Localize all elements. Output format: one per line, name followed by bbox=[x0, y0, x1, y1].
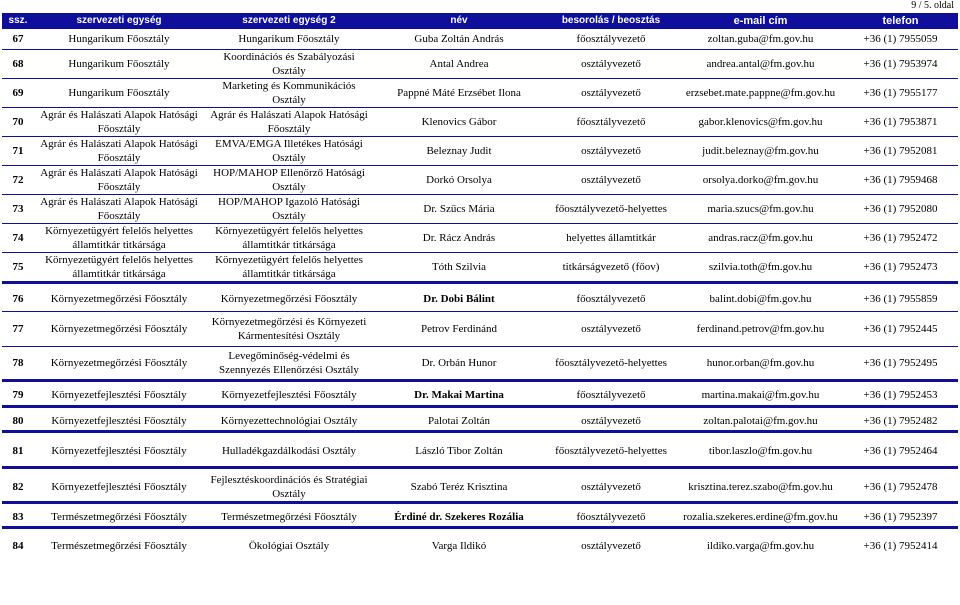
row-name: Dr. Rácz András bbox=[422, 231, 496, 244]
table-row bbox=[2, 312, 958, 346]
table-row bbox=[2, 29, 958, 49]
row-unit-2: Természetmegőrzési Főosztály bbox=[221, 510, 357, 523]
row-position: osztályvezető bbox=[581, 144, 641, 157]
row-position: osztályvezető bbox=[581, 540, 641, 552]
row-number: 72 bbox=[12, 173, 24, 186]
row-number: 77 bbox=[12, 322, 24, 335]
row-position: osztályvezető bbox=[581, 414, 641, 427]
row-unit-2: HOP/MAHOP Ellenőrző Hatósági Osztály bbox=[213, 166, 365, 193]
row-name: Beleznay Judit bbox=[426, 144, 492, 157]
row-position: titkárságvezető (főov) bbox=[562, 260, 660, 273]
row-name: Antal Andrea bbox=[429, 57, 489, 70]
row-unit: Természetmegőrzési Főosztály bbox=[51, 540, 187, 552]
table-row bbox=[2, 508, 958, 528]
row-number: 84 bbox=[12, 540, 24, 552]
row-name: Petrov Ferdinánd bbox=[420, 322, 498, 335]
row-unit-2: HOP/MAHOP Igazoló Hatósági Osztály bbox=[218, 195, 360, 222]
row-phone: +36 (1) 7952478 bbox=[863, 480, 938, 493]
row-phone: +36 (1) 7952482 bbox=[863, 414, 938, 427]
table-row bbox=[2, 473, 958, 503]
row-unit: Környezetfejlesztési Főosztály bbox=[51, 445, 187, 458]
row-number: 71 bbox=[12, 144, 24, 157]
table-header-row bbox=[2, 13, 958, 29]
row-email[interactable]: maria.szucs@fm.gov.hu bbox=[707, 202, 814, 215]
row-email[interactable]: szilvia.toth@fm.gov.hu bbox=[708, 260, 813, 273]
row-number: 70 bbox=[12, 115, 24, 128]
row-unit: Agrár és Halászati Alapok Hatósági Főosztály bbox=[40, 108, 198, 135]
row-unit-2: EMVA/EMGA Illetékes Hatósági Osztály bbox=[215, 137, 363, 164]
row-position: osztályvezető bbox=[581, 57, 641, 70]
header-unit-2: szervezeti egység 2 bbox=[204, 13, 374, 29]
row-unit-2: Környezetügyért felelős helyettes államtitkár titkársága bbox=[215, 253, 363, 280]
row-number: 81 bbox=[12, 445, 24, 458]
row-email[interactable]: judit.beleznay@fm.gov.hu bbox=[702, 144, 819, 157]
header-ssz: ssz. bbox=[2, 13, 34, 29]
header-email: e-mail cím bbox=[678, 13, 843, 29]
table-row bbox=[2, 79, 958, 108]
row-name: Dr. Makai Martina bbox=[414, 389, 504, 402]
row-position: főosztályvezető-helyettes bbox=[555, 356, 667, 369]
row-unit: Hungarikum Főosztály bbox=[68, 32, 170, 45]
row-email[interactable]: gabor.klenovics@fm.gov.hu bbox=[698, 115, 823, 128]
row-email[interactable]: zoltan.palotai@fm.gov.hu bbox=[703, 414, 818, 427]
row-email[interactable]: krisztina.terez.szabo@fm.gov.hu bbox=[688, 480, 833, 493]
row-unit-2: Környezetügyért felelős helyettes államtitkár titkársága bbox=[215, 224, 363, 251]
row-email[interactable]: andras.racz@fm.gov.hu bbox=[708, 231, 813, 244]
table-row bbox=[2, 224, 958, 253]
row-name: Dr. Dobi Bálint bbox=[423, 293, 495, 306]
row-unit-2: Agrár és Halászati Alapok Hatósági Főosztály bbox=[210, 108, 368, 135]
header-name: név bbox=[374, 13, 544, 29]
row-name: Dorkó Orsolya bbox=[426, 173, 492, 186]
row-unit: Környezetügyért felelős helyettes államtitkár titkársága bbox=[45, 253, 193, 280]
table-row bbox=[2, 437, 958, 467]
row-position: osztályvezető bbox=[581, 322, 641, 335]
row-number: 79 bbox=[12, 389, 24, 402]
row-unit: Hungarikum Főosztály bbox=[68, 57, 170, 70]
row-phone: +36 (1) 7952081 bbox=[863, 144, 938, 157]
row-number: 82 bbox=[12, 480, 24, 493]
row-phone: +36 (1) 7952464 bbox=[863, 445, 938, 458]
row-name: László Tibor Zoltán bbox=[415, 445, 503, 458]
row-name: Szabó Teréz Krisztina bbox=[410, 480, 508, 493]
row-unit-2: Ökológiai Osztály bbox=[248, 540, 330, 552]
row-email[interactable]: andrea.antal@fm.gov.hu bbox=[706, 57, 815, 70]
row-email[interactable]: martina.makai@fm.gov.hu bbox=[701, 389, 820, 402]
table-row bbox=[2, 412, 958, 432]
row-unit-2: Környezetfejlesztési Főosztály bbox=[221, 389, 357, 402]
table-row bbox=[2, 108, 958, 137]
row-unit-2: Környezettechnológiai Osztály bbox=[220, 414, 358, 427]
row-unit-2: Koordinációs és Szabályozási Osztály bbox=[223, 50, 355, 77]
row-number: 83 bbox=[12, 510, 24, 523]
table-row bbox=[2, 253, 958, 283]
row-position: főosztályvezető-helyettes bbox=[555, 445, 667, 458]
row-phone: +36 (1) 7952453 bbox=[863, 389, 938, 402]
header-position: besorolás / beosztás bbox=[544, 13, 678, 29]
row-phone: +36 (1) 7952414 bbox=[863, 540, 938, 552]
row-number: 67 bbox=[12, 32, 24, 45]
row-name: Pappné Máté Erzsébet Ilona bbox=[397, 86, 521, 99]
row-email[interactable]: tibor.laszlo@fm.gov.hu bbox=[708, 445, 813, 458]
row-name: Dr. Szűcs Mária bbox=[423, 202, 495, 215]
row-number: 76 bbox=[12, 293, 24, 306]
row-unit: Agrár és Halászati Alapok Hatósági Főosztály bbox=[40, 137, 198, 164]
table-row bbox=[2, 137, 958, 166]
row-email[interactable]: balint.dobi@fm.gov.hu bbox=[709, 293, 812, 306]
row-phone: +36 (1) 7952080 bbox=[863, 202, 938, 215]
table-row bbox=[2, 195, 958, 224]
table-row bbox=[2, 288, 958, 312]
row-unit-2: Környezetmegőrzési és Környezeti Kármentesítési Osztály bbox=[211, 315, 367, 342]
row-number: 74 bbox=[12, 231, 24, 244]
row-phone: +36 (1) 7952397 bbox=[863, 510, 938, 523]
row-email[interactable]: orsolya.dorko@fm.gov.hu bbox=[702, 173, 819, 186]
row-phone: +36 (1) 7953974 bbox=[863, 57, 938, 70]
row-phone: +36 (1) 7952473 bbox=[863, 260, 938, 273]
row-name: Dr. Orbán Hunor bbox=[421, 356, 497, 369]
row-email[interactable]: zoltan.guba@fm.gov.hu bbox=[707, 32, 814, 45]
row-unit: Környezetügyért felelős helyettes államtitkár titkársága bbox=[45, 224, 193, 251]
row-name: Érdiné dr. Szekeres Rozália bbox=[394, 510, 524, 523]
row-email[interactable]: rozalia.szekeres.erdine@fm.gov.hu bbox=[683, 510, 838, 523]
row-unit-2: Hulladékgazdálkodási Osztály bbox=[221, 445, 357, 458]
row-position: főosztályvezető bbox=[576, 389, 646, 402]
row-number: 75 bbox=[12, 260, 24, 273]
row-position: főosztályvezető bbox=[576, 510, 646, 523]
table-row bbox=[2, 50, 958, 79]
row-position: főosztályvezető bbox=[576, 115, 646, 128]
row-unit: Természetmegőrzési Főosztály bbox=[51, 510, 187, 523]
row-name: Klenovics Gábor bbox=[421, 115, 497, 128]
row-number: 69 bbox=[12, 86, 24, 99]
row-phone: +36 (1) 7953871 bbox=[863, 115, 938, 128]
row-position: osztályvezető bbox=[581, 86, 641, 99]
row-number: 80 bbox=[12, 414, 24, 427]
row-unit-2: Hungarikum Főosztály bbox=[238, 32, 340, 45]
row-phone: +36 (1) 7955859 bbox=[863, 293, 938, 306]
table-row bbox=[2, 386, 958, 406]
row-number: 78 bbox=[12, 356, 24, 369]
row-phone: +36 (1) 7952445 bbox=[863, 322, 938, 335]
row-email[interactable]: ferdinand.petrov@fm.gov.hu bbox=[696, 322, 825, 335]
row-phone: +36 (1) 7952472 bbox=[863, 231, 938, 244]
row-name: Varga Ildikó bbox=[431, 540, 487, 552]
row-unit: Környezetmegőrzési Főosztály bbox=[50, 322, 188, 335]
row-unit: Agrár és Halászati Alapok Hatósági Főosztály bbox=[40, 195, 198, 222]
row-phone: +36 (1) 7952495 bbox=[863, 356, 938, 369]
row-position: főosztályvezető-helyettes bbox=[555, 202, 667, 215]
row-position: osztályvezető bbox=[581, 173, 641, 186]
row-unit-2: Levegőminőség-védelmi és Szennyezés Ellenőrzési Osztály bbox=[219, 349, 359, 376]
row-email[interactable]: hunor.orban@fm.gov.hu bbox=[706, 356, 815, 369]
row-unit-2: Környezetmegőrzési Főosztály bbox=[220, 293, 358, 306]
row-position: osztályvezető bbox=[581, 480, 641, 493]
row-unit: Hungarikum Főosztály bbox=[68, 86, 170, 99]
row-unit: Környezetmegőrzési Főosztály bbox=[50, 293, 188, 306]
table-row bbox=[2, 347, 958, 381]
row-position: főosztályvezető bbox=[576, 32, 646, 45]
row-number: 73 bbox=[12, 202, 24, 215]
row-position: helyettes államtitkár bbox=[566, 231, 656, 244]
row-unit: Agrár és Halászati Alapok Hatósági Főosztály bbox=[40, 166, 198, 193]
row-unit: Környezetmegőrzési Főosztály bbox=[50, 356, 188, 369]
row-name: Guba Zoltán András bbox=[414, 32, 504, 45]
row-number: 68 bbox=[12, 57, 24, 70]
header-phone: telefon bbox=[843, 13, 958, 29]
row-phone: +36 (1) 7955177 bbox=[863, 86, 938, 99]
row-phone: +36 (1) 7959468 bbox=[863, 173, 938, 186]
row-unit: Környezetfejlesztési Főosztály bbox=[51, 389, 187, 402]
row-unit: Környezetfejlesztési Főosztály bbox=[51, 480, 187, 493]
row-phone: +36 (1) 7955059 bbox=[863, 32, 938, 45]
row-email[interactable]: ildiko.varga@fm.gov.hu bbox=[706, 540, 815, 552]
table-row bbox=[2, 533, 958, 559]
table-row bbox=[2, 166, 958, 195]
page-number: 9 / 5. oldal bbox=[911, 0, 954, 11]
row-name: Palotai Zoltán bbox=[427, 414, 490, 427]
row-unit: Környezetfejlesztési Főosztály bbox=[51, 414, 187, 427]
row-name: Tóth Szilvia bbox=[431, 260, 487, 273]
row-unit-2: Marketing és Kommunikációs Osztály bbox=[222, 79, 356, 106]
header-unit: szervezeti egység bbox=[34, 13, 204, 29]
row-unit-2: Fejlesztéskoordinációs és Stratégiai Osztály bbox=[210, 473, 368, 500]
row-position: főosztályvezető bbox=[576, 293, 646, 306]
directory-table bbox=[2, 13, 958, 559]
row-email[interactable]: erzsebet.mate.pappne@fm.gov.hu bbox=[685, 86, 836, 99]
